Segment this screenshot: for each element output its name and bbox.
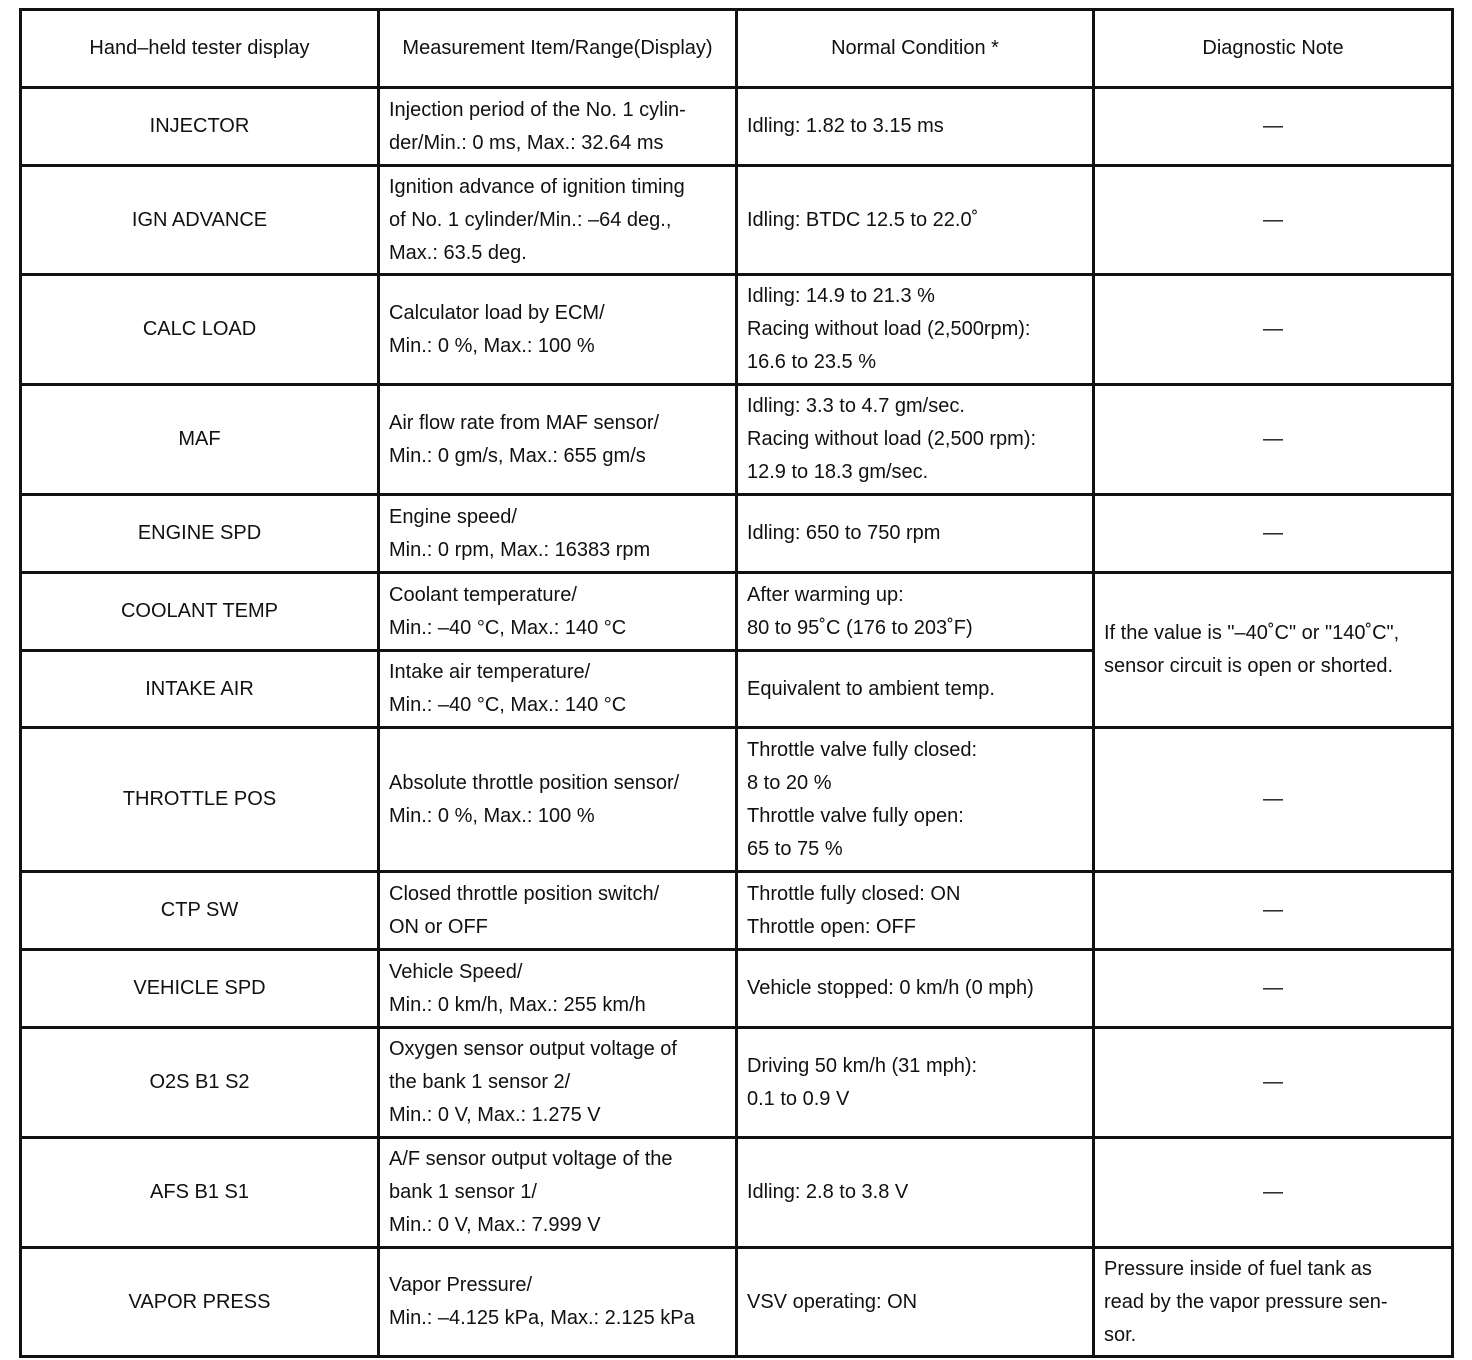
cell-text-line: Throttle fully closed: ON — [747, 882, 961, 905]
cell-text-line: Min.: 0 gm/s, Max.: 655 gm/s — [389, 444, 646, 467]
cell-text-line: 12.9 to 18.3 gm/sec. — [747, 461, 929, 483]
cell-diagnostic-note — [1094, 728, 1453, 872]
cell-normal-condition — [737, 1138, 1094, 1248]
cell-text-line: Min.: 0 V, Max.: 1.275 V — [389, 1104, 601, 1126]
table-header-row — [21, 10, 1453, 88]
cell-text-line: Throttle valve fully open: — [747, 804, 964, 827]
cell-text-line: Idling: 1.82 to 3.15 ms — [747, 115, 944, 137]
cell-text-line: Throttle open: OFF — [747, 915, 916, 938]
table-row-calc-load — [21, 275, 1453, 385]
table-row-vapor-press — [21, 1248, 1453, 1357]
cell-measurement-item — [379, 166, 737, 275]
cell-text-line: bank 1 sensor 1/ — [389, 1181, 537, 1203]
data-list-table — [19, 8, 1454, 1358]
cell-text-line: the bank 1 sensor 2/ — [389, 1071, 571, 1093]
cell-text-line: (Display) — [633, 37, 713, 59]
cell-text-line: Equivalent to ambient temp. — [747, 677, 995, 700]
cell-text-line: Diagnostic Note — [1202, 37, 1344, 59]
cell-tester-display: COOLANT TEMP — [21, 573, 379, 651]
cell-normal-condition — [737, 166, 1094, 275]
cell-text-line: Idling: 2.8 to 3.8 V — [747, 1181, 909, 1203]
table-row-engine-spd — [21, 495, 1453, 573]
cell-diagnostic-note — [1094, 1028, 1453, 1138]
cell-text-line: Absolute throttle position sensor/ — [389, 771, 680, 794]
cell-diagnostic-note — [1094, 495, 1453, 573]
cell-measurement-item — [379, 872, 737, 950]
cell-text-line: 8 to 20 % — [747, 771, 832, 794]
cell-text-line: 16.6 to 23.5 % — [747, 351, 876, 373]
cell-normal-condition — [737, 573, 1094, 651]
cell-text-line: Min.: 0 %, Max.: 100 % — [389, 334, 595, 357]
cell-text-line: Hand–held tester display — [89, 37, 310, 59]
cell-tester-display: THROTTLE POS — [21, 728, 379, 872]
cell-text-line: Idling: 14.9 to 21.3 % — [747, 285, 935, 307]
cell-text-line: Driving 50 km/h (31 mph): — [747, 1054, 978, 1077]
cell-tester-display: ENGINE SPD — [21, 495, 379, 573]
cell-text-line: Pressure inside of fuel tank as — [1104, 1257, 1372, 1280]
cell-text-line: Min.: 0 V, Max.: 7.999 V — [389, 1214, 601, 1236]
cell-text-line: — — [1263, 115, 1283, 137]
cell-text-line: Idling: 3.3 to 4.7 gm/sec. — [747, 395, 965, 417]
cell-measurement-item — [379, 728, 737, 872]
cell-text-line: 0.1 to 0.9 V — [747, 1087, 850, 1110]
cell-tester-display: MAF — [21, 385, 379, 495]
cell-text-line: — — [1263, 1181, 1283, 1203]
cell-text-line: Ignition advance of ignition timing — [389, 175, 685, 198]
cell-normal-condition — [737, 275, 1094, 385]
cell-text-line: — — [1263, 1071, 1283, 1093]
cell-diagnostic-note — [1094, 166, 1453, 275]
cell-text-line: If the value is "–40˚C" or "140˚C", — [1104, 622, 1400, 644]
cell-tester-display: VEHICLE SPD — [21, 950, 379, 1028]
cell-text-line: Closed throttle position switch/ — [389, 882, 660, 905]
cell-text-line: Idling: 650 to 750 rpm — [747, 522, 941, 544]
cell-tester-display: CALC LOAD — [21, 275, 379, 385]
cell-measurement-item — [379, 1138, 737, 1248]
cell-diagnostic-note — [1094, 385, 1453, 495]
cell-text-line: Throttle valve fully closed: — [747, 738, 978, 761]
cell-text-line: sensor circuit is open or shorted. — [1104, 655, 1394, 677]
cell-measurement-item — [379, 1248, 737, 1357]
table-row-afs-b1-s1 — [21, 1138, 1453, 1248]
cell-text-line: der/Min.: 0 ms, Max.: 32.64 ms — [389, 131, 664, 154]
cell-normal-condition — [737, 728, 1094, 872]
cell-normal-condition — [737, 1028, 1094, 1138]
header-hand-held-tester-display — [21, 10, 379, 88]
table-row-ctp-sw — [21, 872, 1453, 950]
cell-text-line: — — [1263, 522, 1283, 544]
cell-normal-condition — [737, 385, 1094, 495]
cell-text-line: Intake air temperature/ — [389, 661, 591, 683]
cell-normal-condition — [737, 495, 1094, 573]
cell-measurement-item — [379, 651, 737, 728]
table-row-injector — [21, 88, 1453, 166]
cell-measurement-item — [379, 495, 737, 573]
cell-text-line: Vehicle stopped: 0 km/h (0 mph) — [747, 977, 1034, 999]
cell-text-line: ON or OFF — [389, 915, 488, 938]
cell-normal-condition — [737, 872, 1094, 950]
cell-text-line: Max.: 63.5 deg. — [389, 241, 527, 264]
cell-text-line: 65 to 75 % — [747, 837, 843, 860]
cell-text-line: Normal Condition * — [831, 37, 999, 59]
cell-normal-condition — [737, 651, 1094, 728]
header-diagnostic-note — [1094, 10, 1453, 88]
cell-measurement-item — [379, 950, 737, 1028]
cell-tester-display: CTP SW — [21, 872, 379, 950]
cell-diagnostic-note-temperature — [1094, 573, 1453, 728]
cell-text-line: After warming up: — [747, 583, 904, 606]
cell-text-line: Vehicle Speed/ — [389, 960, 523, 983]
cell-tester-display: VAPOR PRESS — [21, 1248, 379, 1357]
cell-text-line: Oxygen sensor output voltage of — [389, 1038, 677, 1060]
cell-text-line: read by the vapor pressure sen- — [1104, 1290, 1388, 1313]
cell-diagnostic-note — [1094, 275, 1453, 385]
table-row-coolant-temp — [21, 573, 1453, 651]
data-list-table-container — [19, 8, 1451, 1358]
cell-normal-condition — [737, 88, 1094, 166]
cell-text-line: Racing without load (2,500rpm): — [747, 318, 1031, 340]
cell-text-line: 80 to 95˚C (176 to 203˚F) — [747, 616, 973, 639]
cell-tester-display: AFS B1 S1 — [21, 1138, 379, 1248]
cell-text-line: Min.: –40 °C, Max.: 140 °C — [389, 694, 627, 716]
table-row-maf — [21, 385, 1453, 495]
header-normal-condition — [737, 10, 1094, 88]
cell-text-line: Idling: BTDC 12.5 to 22.0˚ — [747, 208, 979, 231]
table-row-o2s-b1-s2 — [21, 1028, 1453, 1138]
cell-diagnostic-note — [1094, 1248, 1453, 1357]
cell-text-line: — — [1263, 977, 1283, 999]
cell-normal-condition — [737, 1248, 1094, 1357]
cell-text-line: Min.: –40 °C, Max.: 140 °C — [389, 616, 627, 639]
cell-text-line: Injection period of the No. 1 cylin- — [389, 98, 686, 121]
cell-text-line: Engine speed/ — [389, 505, 517, 528]
cell-text-line: Min.: 0 %, Max.: 100 % — [389, 804, 595, 827]
cell-text-line: Min.: –4.125 kPa, Max.: 2.125 kPa — [389, 1307, 695, 1329]
cell-measurement-item — [379, 275, 737, 385]
cell-measurement-item — [379, 88, 737, 166]
cell-text-line: VSV operating: ON — [747, 1290, 918, 1313]
cell-text-line: — — [1263, 788, 1283, 810]
cell-measurement-item — [379, 573, 737, 651]
cell-text-line: Air flow rate from MAF sensor/ — [389, 411, 660, 434]
cell-text-line: Min.: 0 rpm, Max.: 16383 rpm — [389, 538, 651, 561]
cell-text-line: of No. 1 cylinder/Min.: –64 deg., — [389, 208, 672, 231]
cell-tester-display: INTAKE AIR — [21, 651, 379, 728]
cell-text-line: A/F sensor output voltage of the — [389, 1148, 673, 1170]
cell-text-line: Vapor Pressure/ — [389, 1274, 533, 1296]
cell-measurement-item — [379, 385, 737, 495]
cell-diagnostic-note — [1094, 88, 1453, 166]
cell-tester-display: O2S B1 S2 — [21, 1028, 379, 1138]
cell-text-line: Measurement Item/Range — [402, 37, 634, 59]
table-row-throttle-pos — [21, 728, 1453, 872]
cell-diagnostic-note — [1094, 872, 1453, 950]
cell-text-line: Coolant temperature/ — [389, 583, 577, 606]
cell-text-line: Min.: 0 km/h, Max.: 255 km/h — [389, 993, 646, 1016]
header-measurement-item-range — [379, 10, 737, 88]
cell-text-line: — — [1263, 899, 1283, 921]
cell-diagnostic-note — [1094, 1138, 1453, 1248]
table-row-vehicle-spd — [21, 950, 1453, 1028]
cell-tester-display: INJECTOR — [21, 88, 379, 166]
cell-text-line: Calculator load by ECM/ — [389, 301, 605, 324]
cell-text-line: — — [1263, 318, 1283, 340]
table-row-ign-advance — [21, 166, 1453, 275]
cell-text-line: sor. — [1104, 1323, 1137, 1346]
cell-text-line: — — [1263, 208, 1283, 231]
cell-normal-condition — [737, 950, 1094, 1028]
cell-tester-display: IGN ADVANCE — [21, 166, 379, 275]
cell-measurement-item — [379, 1028, 737, 1138]
cell-text-line: Racing without load (2,500 rpm): — [747, 428, 1037, 450]
cell-diagnostic-note — [1094, 950, 1453, 1028]
cell-text-line: — — [1263, 428, 1283, 450]
